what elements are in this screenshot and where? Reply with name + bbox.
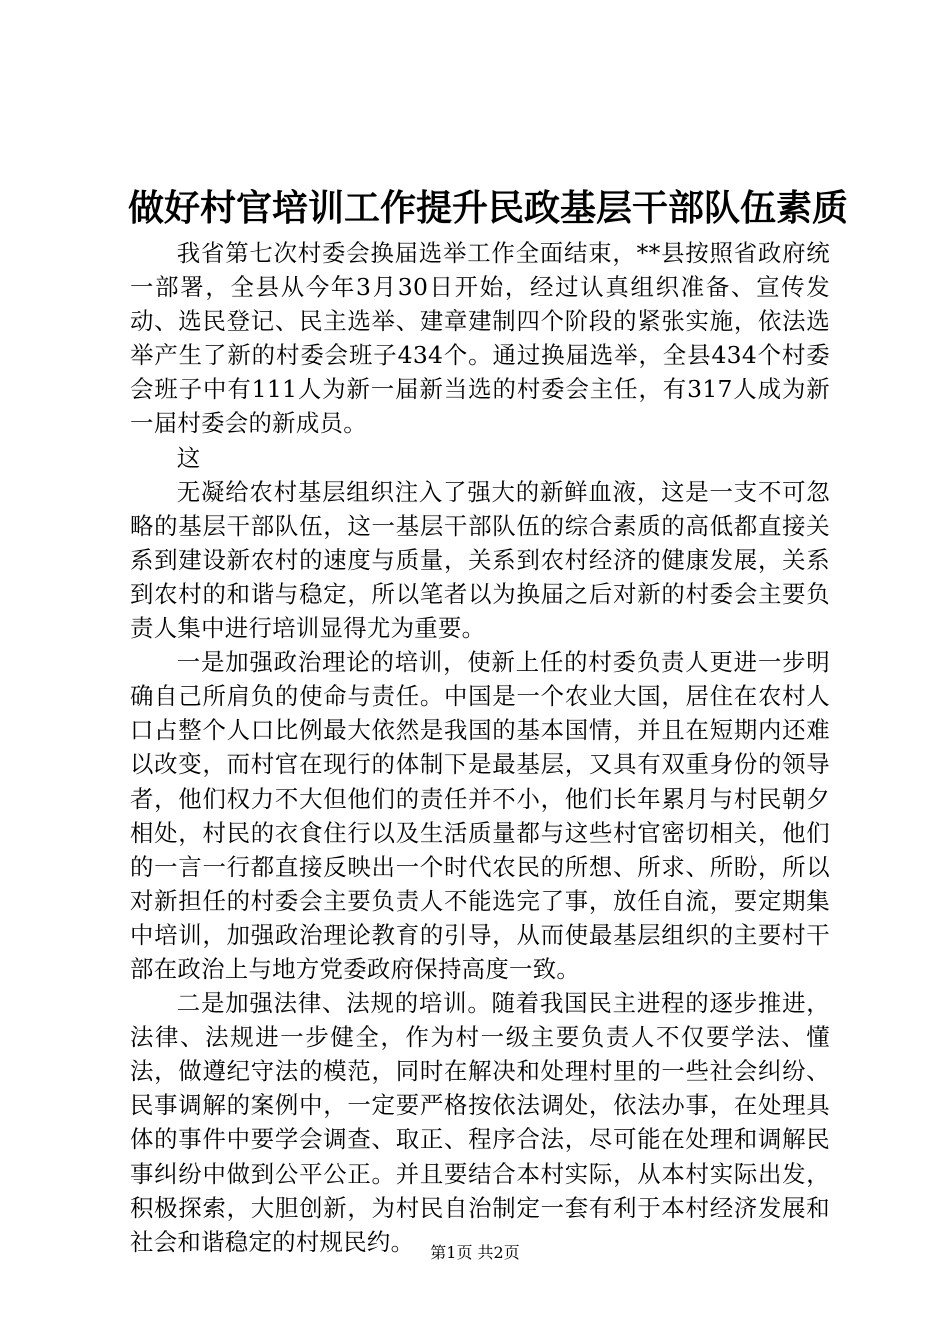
document-body [130,236,830,1259]
paragraph-fragment: 这 [176,443,201,472]
paragraph-political-training: 一是加强政治理论的培训，使新上任的村委负责人更进一步明确自己所肩负的使命与责任。中国是一个农业大国，居住在农村人口占整个人口比例最大依然是我国的基本国情，并且在短期内还难以改变，而村官在现行的体制下是最基层，又具有双重身份的领导者，他们权力不大但他们的责任并不小，他们长年累月与村民朝夕相处，村民的衣食住行以及生活质量都与这些村官密切相关，他们的一言一行都直接反映出一个时代农民的所想、所求、所盼，所以对新担任的村委会主要负责人不能选完了事，放任自流，要定期集中培训，加强政治理论教育的引导，从而使最基层组织的主要村干部在政治上与地方党委政府保持高度一致。 [130,648,830,983]
paragraph-significance: 无凝给农村基层组织注入了强大的新鲜血液，这是一支不可忽略的基层干部队伍，这一基层干部队伍的综合素质的高低都直接关系到建设新农村的速度与质量，关系到农村经济的健康发展，关系到农村的和谐与稳定，所以笔者以为换届之后对新的村委会主要负责人集中进行培训显得尤为重要。 [130,477,830,643]
page-number-footer: 第1页 共2页 [430,1243,520,1262]
paragraph-intro: 我省第七次村委会换届选举工作全面结束，**县按照省政府统一部署，全县从今年3月30日开始，经过认真组织准备、宣传发动、选民登记、民主选举、建章建制四个阶段的紧张实施，依法选举产生了新的村委会班子434个。通过换届选举，全县434个村委会班子中有111人为新一届新当选的村委会主任，有317人成为新一届村委会的新成员。 [130,239,830,438]
document-title: 做好村官培训工作提升民政基层干部队伍素质 [128,187,849,229]
paragraph-legal-training: 二是加强法律、法规的培训。随着我国民主进程的逐步推进，法律、法规进一步健全，作为村一级主要负责人不仅要学法、懂法，做遵纪守法的模范，同时在解决和处理村里的一些社会纠纷、民事调解的案例中，一定要严格按依法调处，依法办事，在处理具体的事件中要学会调查、取正、程序合法，尽可能在处理和调解民事纠纷中做到公平公正。并且要结合本村实际，从本村实际出发，积极探索，大胆创新，为村民自治制定一套有利于本村经济发展和社会和谐稳定的村规民约。 [130,989,830,1256]
